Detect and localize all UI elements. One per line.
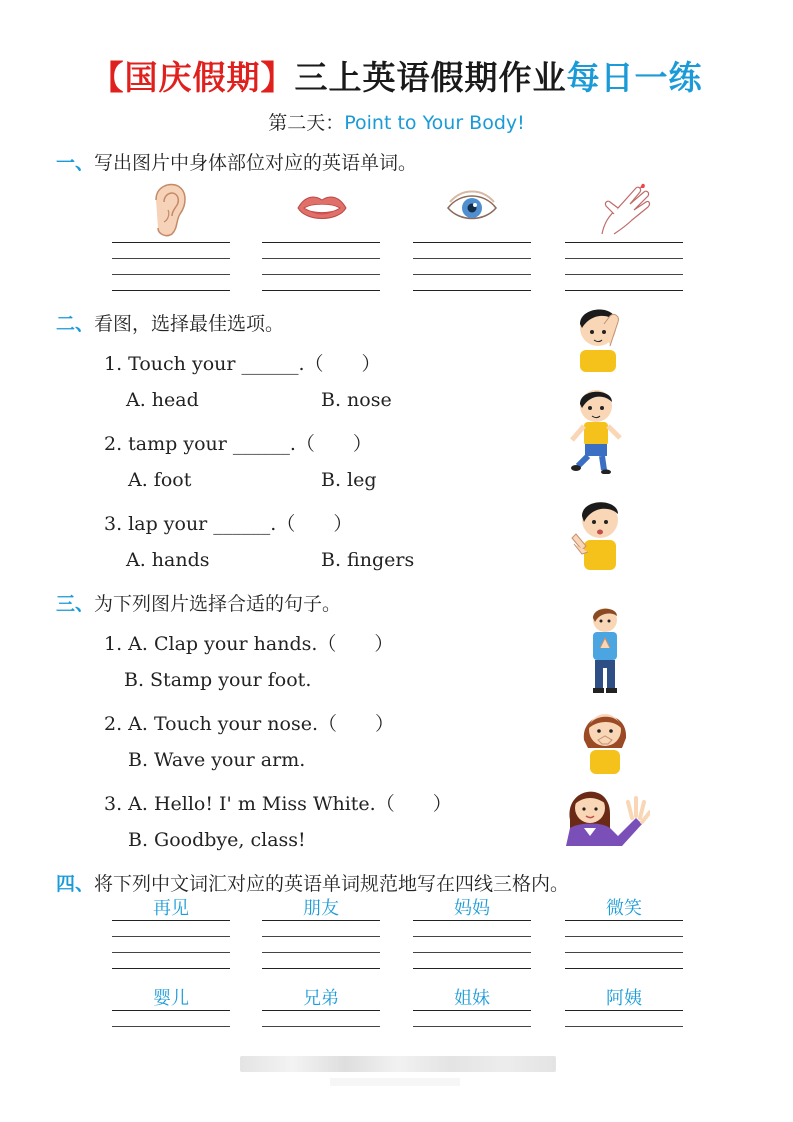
- section3-instruction: 为下列图片选择合适的句子。: [94, 593, 342, 615]
- s3-q2-option-a[interactable]: 2. A. Touch your nose.（ ）: [104, 713, 395, 735]
- ear-icon: [148, 180, 190, 242]
- writing-grid-sister[interactable]: [413, 1010, 531, 1030]
- word-mom-cn: 妈妈: [454, 898, 490, 919]
- title-holiday-tag: 【国庆假期】: [90, 58, 295, 97]
- writing-grid-mom[interactable]: [413, 920, 531, 972]
- section2-heading: [56, 309, 284, 336]
- page-title: [0, 52, 793, 99]
- s3-q2-option-b[interactable]: B. Wave your arm.: [128, 749, 306, 771]
- boy-clapping-standing-image: [582, 604, 628, 698]
- word-brother-cn: 兄弟: [303, 988, 339, 1009]
- section4-number: 四、: [56, 873, 95, 895]
- s2-q2-option-a[interactable]: A. foot: [128, 469, 192, 491]
- title-main: 三上英语假期作业: [294, 58, 567, 97]
- writing-grid-friend[interactable]: [262, 920, 380, 972]
- answer-grid-eye[interactable]: [413, 242, 531, 294]
- s2-q1-option-b[interactable]: B. nose: [321, 389, 392, 411]
- answer-grid-mouth[interactable]: [262, 242, 380, 294]
- word-smile-cn: 微笑: [606, 898, 642, 919]
- section4-heading: [56, 869, 569, 896]
- page-subtitle: [0, 108, 793, 135]
- s2-q1-stem: 1. Touch your ______.（ ）: [104, 353, 381, 375]
- section4-instruction: 将下列中文词汇对应的英语单词规范地写在四线三格内。: [94, 873, 570, 895]
- s3-q3-option-a[interactable]: 3. A. Hello! I' m Miss White.（ ）: [104, 793, 452, 815]
- word-goodbye-cn: 再见: [153, 898, 189, 919]
- word-friend-cn: 朋友: [303, 898, 339, 919]
- writing-grid-baby[interactable]: [112, 1010, 230, 1030]
- section1-number: 一、: [56, 152, 95, 174]
- girl-touch-nose-image: [578, 700, 632, 778]
- section2-instruction: 看图，选择最佳选项。: [94, 313, 285, 335]
- s2-q3-stem: 3. lap your ______.（ ）: [104, 513, 353, 535]
- subtitle-topic: Point to Your Body!: [344, 112, 525, 134]
- s2-q1-option-a[interactable]: A. head: [126, 389, 199, 411]
- answer-grid-hand[interactable]: [565, 242, 683, 294]
- section3-number: 三、: [56, 593, 95, 615]
- word-sister-cn: 姐妹: [454, 988, 490, 1009]
- section3-heading: [56, 589, 341, 616]
- boy-clap-hands-image: [568, 494, 628, 574]
- s3-q1-option-b[interactable]: B. Stamp your foot.: [124, 669, 312, 691]
- s3-q3-option-b[interactable]: B. Goodbye, class!: [128, 829, 306, 851]
- s2-q2-stem: 2. tamp your ______.（ ）: [104, 433, 372, 455]
- subtitle-day: 第二天：: [268, 112, 345, 134]
- boy-stamp-foot-image: [568, 384, 626, 478]
- s2-q2-option-b[interactable]: B. leg: [321, 469, 377, 491]
- s2-q3-option-a[interactable]: A. hands: [126, 549, 210, 571]
- s3-q1-option-a[interactable]: 1. A. Clap your hands.（ ）: [104, 633, 394, 655]
- word-baby-cn: 婴儿: [153, 988, 189, 1009]
- writing-grid-smile[interactable]: [565, 920, 683, 972]
- writing-grid-brother[interactable]: [262, 1010, 380, 1030]
- writing-grid-goodbye[interactable]: [112, 920, 230, 972]
- mouth-icon: [296, 192, 348, 230]
- title-daily: 每日一练: [566, 58, 703, 97]
- boy-touch-head-image: [570, 298, 626, 376]
- eye-icon: [446, 190, 498, 230]
- answer-grid-ear[interactable]: [112, 242, 230, 294]
- section2-number: 二、: [56, 313, 95, 335]
- writing-grid-aunt[interactable]: [565, 1010, 683, 1030]
- blurred-footer: [240, 1056, 556, 1072]
- blurred-footer-line: [330, 1078, 460, 1086]
- hand-icon: [596, 180, 652, 242]
- section1-instruction: 写出图片中身体部位对应的英语单词。: [94, 152, 418, 174]
- word-aunt-cn: 阿姨: [606, 988, 642, 1009]
- section1-heading: [56, 148, 417, 175]
- teacher-waving-image: [562, 780, 650, 850]
- s2-q3-option-b[interactable]: B. fingers: [321, 549, 415, 571]
